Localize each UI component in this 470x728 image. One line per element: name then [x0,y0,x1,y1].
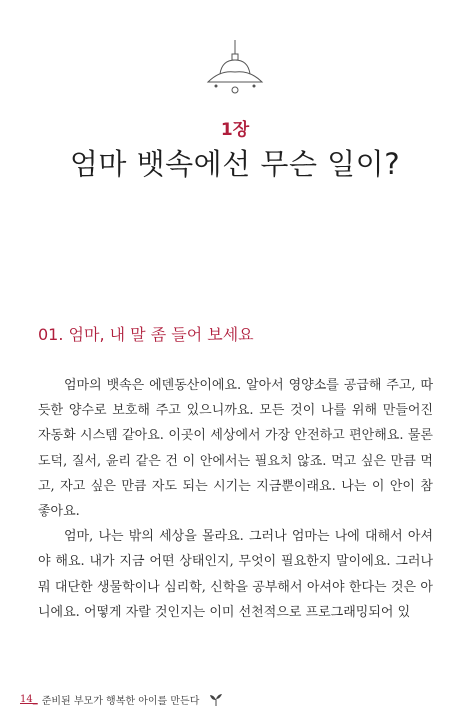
body-text [38,373,433,625]
chapter-title: 엄마 뱃속에선 무슨 일이? [69,147,401,181]
section-heading: 01. 엄마, 내 말 좀 들어 보세요 [38,325,254,344]
paragraph-2: 엄마, 나는 밖의 세상을 몰라요. 그러나 엄마는 나에 대해서 아셔야 해요. 내가 지금 어떤 상태인지, 무엇이 필요한지 말이에요. 그러나 뭐 대단한 생물학이나 심리학, 신학을 공부해서 아셔야 한다는 것은 아니에요. 어떻게 자랄 것인지는 이미 선천적으로 프로그래밍되어 있 [38,529,433,620]
chapter-number: 1장 [220,120,250,140]
book-title: 준비된 부모가 행복한 아이를 만든다 [41,696,200,707]
page-footer [20,692,223,707]
leaf-icon [209,693,223,707]
paragraph-1: 엄마의 뱃속은 에덴동산이에요. 알아서 영양소를 공급해 주고, 따듯한 양수로 보호해 주고 있으니까요. 모든 것이 나를 위해 만들어진 자동화 시스템 같아요. 이곳이 세상에서 가장 안전하고 편안해요. 물론 도덕, 질서, 윤리 같은 건 이 안에서는 필요치 않죠. 먹고 싶은 만큼 먹고, 자고 싶은 만큼 자도 되는 시기는 지금뿐이래요. 나는 이 안이 참 좋아요. [38,378,433,520]
pendant-lamp-icon [200,40,270,100]
page-number: 14_ [20,694,38,705]
